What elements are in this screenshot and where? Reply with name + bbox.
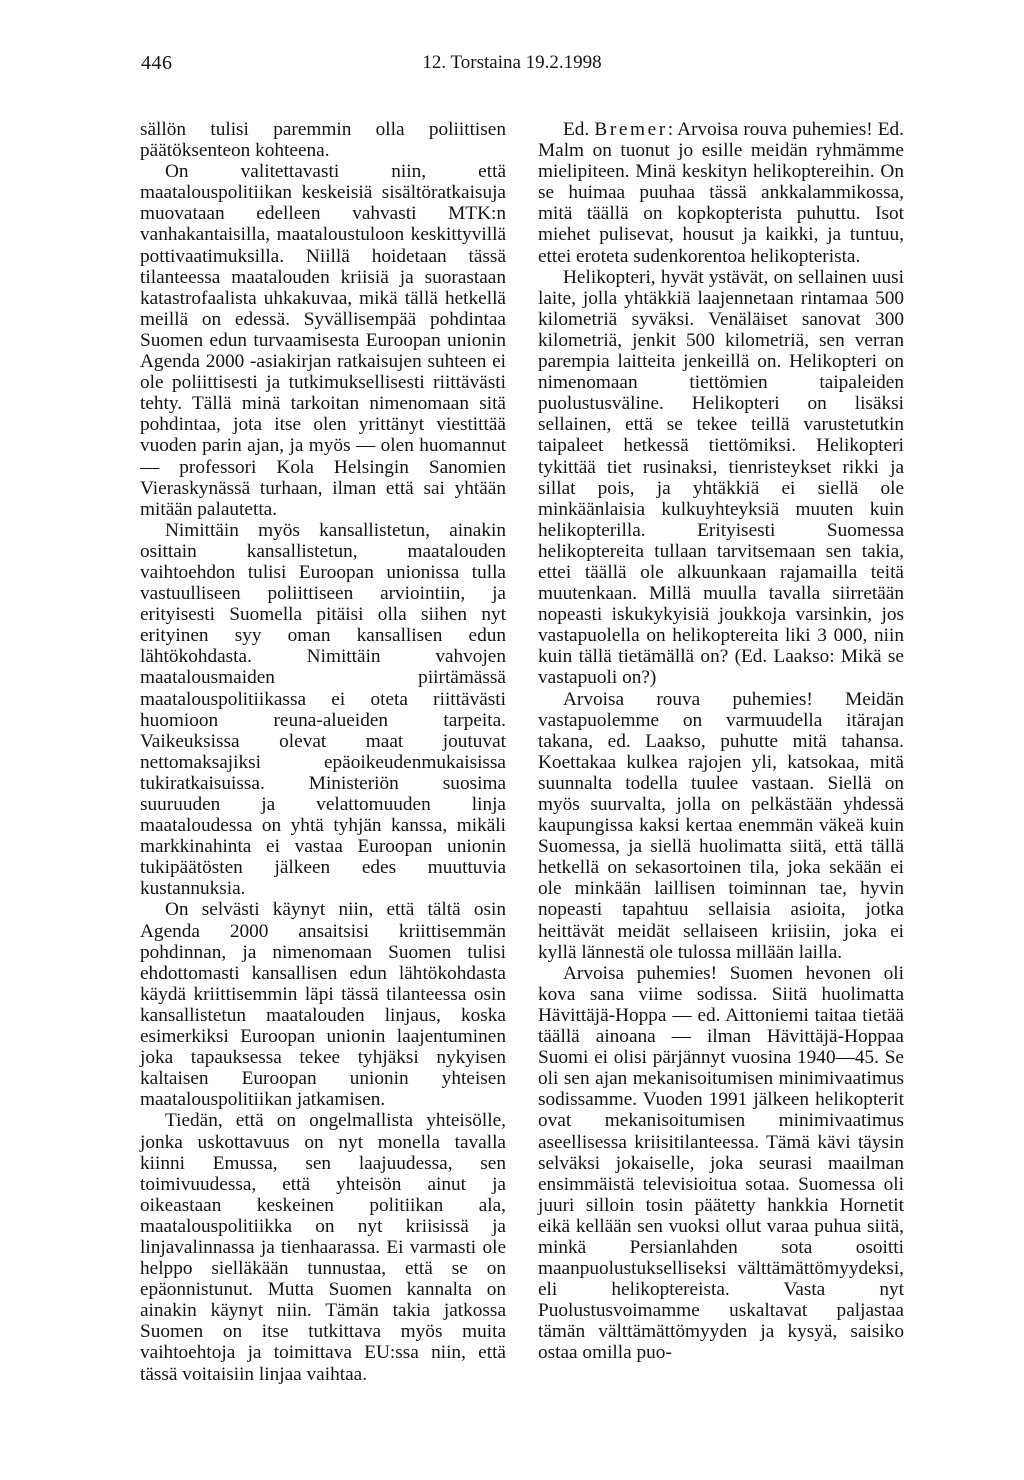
speaker-prefix: Ed.	[563, 119, 595, 140]
speech-opening-paragraph	[538, 119, 904, 267]
running-head: 12. Torstaina 19.2.1998	[422, 52, 602, 73]
paragraph: Helikopteri, hyvät ystävät, on sellainen uusi laite, jolla yhtäkkiä laajennetaan rintamaa 500 kilometriä syväksi. Venäläiset sanovat 300 kilometriä, jenkit 500 kilometriä, sen verran parempia laitteita jenkeillä on. Helikopteri on nimenomaan tiettömien taipaleiden puolustusväline. Helikopteri on lisäksi sellainen, että se tekee teillä varustetutkin taipaleet hetkessä tiettömiksi. Helikopteri tykittää tiet rusinaksi, tienristeykset rikki ja sillat pois, ja yhtäkkiä ei siellä ole minkäänlaisia kulkuyhteyksiä muuten kuin helikopterilla. Erityisesti Suomessa helikoptereita tullaan tarvitsemaan sen takia, ettei täällä ole alkuunkaan rajamailla teitä muutenkaan. Millä muulla tavalla siirretään nopeasti iskukykyisiä joukkoja varsinkin, jos vastapuolella on helikoptereita liki 3 000, niin kuin tällä tietämällä on? (Ed. Laakso: Mikä se vastapuoli on?)	[538, 266, 904, 689]
paragraph: Arvoisa puhemies! Suomen hevonen oli kova sana viime sodissa. Siitä huolimatta Hävittäjä-Hoppa — ed. Aittoniemi taitaa tietää täällä ainoana — ilman Hävittäjä-Hoppaa Suomi ei olisi pärjännyt vuosina 1940—45. Se oli sen ajan mekanisoitumisen minimivaatimus sodissamme. Vuoden 1991 jälkeen helikopterit ovat mekanisoitumisen minimivaatimus aseellisessa kriisitilanteessa. Tämä kävi täysin selväksi jokaiselle, joka seurasi maailman ensimmäistä televisioitua sotaa. Suomessa oli juuri silloin tosin päätetty hankkia Hornetit eikä kellään sen vuoksi ollut varaa puhua siitä, minkä Persianlahden sota osoitti maanpuolustukselliseksi välttämättömyydeksi, eli helikoptereista. Vasta nyt Puolustusvoimamme uskaltavat paljastaa tämän välttämättömyyden ja kysyä, saisiko ostaa omilla puo-	[538, 962, 904, 1364]
paragraph: Nimittäin myös kansallistetun, ainakin osittain kansallistetun, maatalouden vaihtoehdon tulisi Euroopan unionissa tulla vastuulliseen poliittiseen arviointiin, ja erityisesti Suomella pitäisi olla siihen nyt erityinen syy oman kansallisen edun lähtökohdasta. Nimittäin vahvojen maatalousmaiden piirtämässä maatalouspolitiikassa ei oteta riittävästi huomioon reuna-alueiden tarpeita. Vaikeuksissa olevat maat joutuvat nettomaksajiksi epäoikeudenmukaisissa tukiratkaisuissa. Ministeriön suosima suuruuden ja velattomuuden linja maataloudessa on yhtä tyhjän kanssa, mikäli markkinahinta ei vastaa Euroopan unionin tukipäätösten jälkeen edes muuttuvia kustannuksia.	[140, 519, 506, 900]
left-column	[140, 119, 506, 1385]
paragraph: On selvästi käynyt niin, että tältä osin Agenda 2000 ansaitsisi kriittisemmän pohdinnan, ja nimenomaan Suomen tulisi ehdottomasti kansallisen edun lähtökohdasta käydä kriittisemmin läpi tässä tilanteessa osin kansallistetun maatalouden linjaus, koska esimerkiksi Euroopan unionin laajentuminen joka tapauksessa tekee tyhjäksi nykyisen kaltaisen Euroopan unionin yhteisen maatalouspolitiikan jatkamisen.	[140, 899, 506, 1111]
paragraph: sällön tulisi paremmin olla poliittisen päätöksenteon kohteena.	[140, 119, 506, 162]
right-column	[538, 119, 904, 1364]
paragraph: On valitettavasti niin, että maatalouspolitiikan keskeisiä sisältöratkaisuja muovataan edelleen vahvasti MTK:n vanhakantaisilla, maataloustuloon keskittyvillä pottivaatimuksilla. Niillä hoidetaan tässä tilanteessa maatalouden kriisiä ja suorastaan katastrofaalista uhkakuvaa, mikä tällä hetkellä meillä on edessä. Syvällisempää pohdintaa Suomen edun turvaamisesta Euroopan unionin Agenda 2000 -asiakirjan ratkaisujen suhteen ei ole poliittisesti ja tutkimuksellisesti riittävästi tehty. Tällä minä tarkoitan nimenomaan sitä pohdintaa, jota itse olen yrittänyt viestittää vuoden parin ajan, ja myös — olen huomannut — professori Kola Helsingin Sanomien Vieraskynässä turhaan, ilman että sai yhtään mitään palautetta.	[140, 161, 506, 520]
paragraph: Arvoisa rouva puhemies! Meidän vastapuolemme on varmuudella itärajan takana, ed. Laakso, puhutte mitä tahansa. Koettakaa kulkea rajojen yli, katsokaa, mitä suunnalta todella tuulee vastaan. Siellä on myös suurvalta, jolla on pelkästään yhdessä kaupungissa kaksi kertaa enemmän väkeä kuin Suomessa, ja siellä huolimatta siitä, että tällä hetkellä on sekasortoinen tila, joka sekään ei ole minkään laillisen toiminnan tae, hyvin nopeasti tapahtuu sellaisia asioita, jotka heittävät meidät sellaiseen kriisiin, joka ei kyllä lännestä ole tulossa millään lailla.	[538, 688, 904, 963]
speaker-name: Bremer	[594, 119, 668, 140]
page-header	[0, 52, 1024, 82]
paragraph: Tiedän, että on ongelmallista yhteisölle, jonka uskottavuus on nyt monella tavalla kiinni Emussa, sen laajuudessa, sen toimivuudessa, että yhteisön ainut ja oikeastaan keskeinen politiikan ala, maatalouspolitiikka on nyt kriisissä ja linjavalinnassa ja tienhaarassa. Ei varmasti ole helppo sielläkään tunnustaa, että se on epäonnistunut. Mutta Suomen kannalta on ainakin käynyt niin. Tämän takia jatkossa Suomen on itse tutkittava myös muita vaihtoehtoja ja toimittava EU:ssa niin, että tässä voitaisiin linjaa vaihtaa.	[140, 1110, 506, 1385]
speech-text: : Arvoisa rouva puhemies! Ed. Malm on tuonut jo esille meidän ryhmämme mielipiteen. Minä keskityn helikoptereihin. On se huimaa puuhaa tässä ankkalammikossa, mitä täällä on kopkopterista puhuttu. Isot miehet pulisevat, housut ja kaikki, ja tuntuu, ettei eroteta sudenkorentoa helikopterista.	[538, 119, 905, 267]
page-number: 446	[141, 52, 173, 74]
